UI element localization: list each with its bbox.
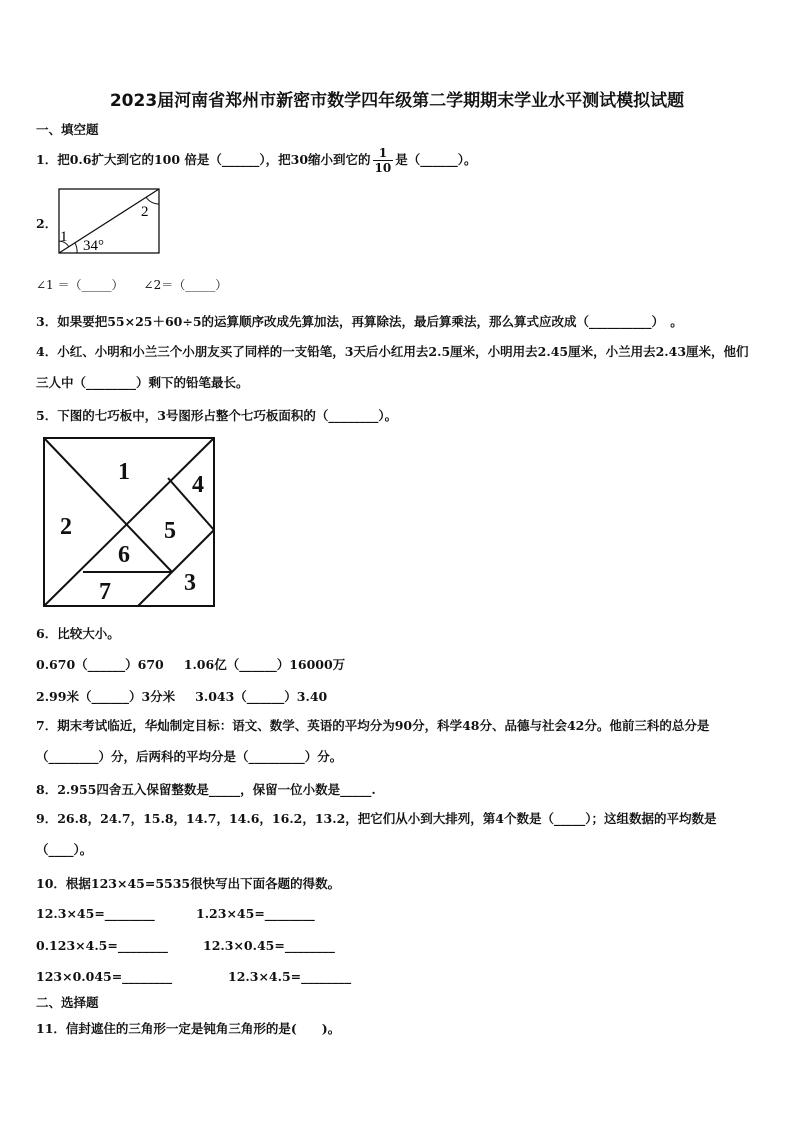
question-11: 11．信封遮住的三角形一定是钝角三角形的是( )。 bbox=[36, 1021, 341, 1036]
q2-answers bbox=[36, 276, 227, 293]
section-heading-fill-in: 一、填空题 bbox=[36, 122, 99, 137]
question-1 bbox=[36, 146, 477, 175]
question-6-row-2 bbox=[36, 687, 327, 705]
section-heading-choice: 二、选择题 bbox=[36, 995, 99, 1010]
q6-row2-a: 2.99米（______）3分米 bbox=[36, 689, 176, 704]
question-6-title: 6．比较大小。 bbox=[36, 626, 120, 641]
tangram-diag-main bbox=[44, 438, 172, 572]
angle-2-label: 2 bbox=[141, 204, 149, 220]
angle-2-arc bbox=[146, 197, 159, 204]
tangram-piece-1: 1 bbox=[118, 459, 130, 485]
question-4: 4．小红、小明和小兰三个小朋友买了同样的一支铅笔，3天后小红用去2.5厘米，小明用去2.45厘米，小兰用去2.43厘米，他们三人中（________）剩下的铅笔最长。 bbox=[36, 344, 749, 390]
tangram-piece-6: 6 bbox=[118, 542, 130, 568]
q1-fraction bbox=[373, 146, 394, 175]
q2-answer-angle1: ∠1 ＝（_____） bbox=[36, 278, 124, 292]
q6-row2-b: 3.043（______）3.40 bbox=[195, 689, 328, 704]
tangram-line-7 bbox=[138, 572, 172, 606]
q2-number: 2． bbox=[36, 216, 58, 231]
q10-r1a: 12.3×45=________ bbox=[36, 906, 155, 921]
q10-r1b: 1.23×45=________ bbox=[196, 906, 315, 921]
q10-r2a: 0.123×4.5=________ bbox=[36, 938, 168, 953]
question-5: 5．下图的七巧板中，3号图形占整个七巧板面积的（________）。 bbox=[36, 408, 398, 423]
tangram-line-5 bbox=[172, 530, 214, 572]
tangram-piece-5: 5 bbox=[164, 518, 176, 544]
question-3: 3．如果要把55×25＋60÷5的运算顺序改成先算加法，再算除法，最后算乘法，那么算式应改成（__________） 。 bbox=[36, 314, 683, 329]
angle-1-label: 1 bbox=[60, 229, 68, 245]
given-angle-label: 34° bbox=[83, 238, 104, 254]
question-8: 8．2.955四舍五入保留整数是_____，保留一位小数是_____. bbox=[36, 782, 376, 797]
tangram-diagram bbox=[40, 434, 218, 610]
angle-34-arc bbox=[75, 243, 77, 253]
question-7: 7．期末考试临近，华灿制定目标：语文、数学、英语的平均分为90分，科学48分、品德与社会42分。他前三科的总分是（________）分，后两科的平均分是（_________）分。 bbox=[36, 718, 710, 764]
q1-text-after: 是（______）。 bbox=[395, 152, 477, 167]
q10-r2b: 12.3×0.45=________ bbox=[203, 938, 335, 953]
tangram-piece-4: 4 bbox=[192, 472, 204, 498]
q6-row1-a: 0.670（______）670 bbox=[36, 657, 164, 672]
q6-row1-b: 1.06亿（______）16000万 bbox=[183, 657, 346, 672]
q10-r3a: 123×0.045=________ bbox=[36, 969, 173, 984]
q10-r3b: 12.3×4.5=________ bbox=[228, 969, 352, 984]
question-6-row-1 bbox=[36, 655, 345, 673]
question-10-title: 10．根据123×45=5535很快写出下面各题的得数。 bbox=[36, 876, 341, 891]
page-title: 2023届河南省郑州市新密市数学四年级第二学期期末学业水平测试模拟试题 bbox=[109, 91, 685, 111]
q2-answer-angle2: ∠2＝（_____） bbox=[143, 278, 228, 292]
tangram-piece-3: 3 bbox=[184, 570, 196, 596]
q2-rectangle-diagram bbox=[56, 186, 164, 258]
question-9: 9．26.8，24.7，15.8，14.7，14.6，16.2，13.2，把它们从小到大排列，第4个数是（_____）；这组数据的平均数是（____）。 bbox=[36, 811, 717, 857]
diagonal-line bbox=[59, 189, 159, 253]
tangram-piece-7: 7 bbox=[99, 579, 111, 605]
q1-text-before: 1．把0.6扩大到它的100 倍是（______），把30缩小到它的 bbox=[36, 152, 371, 167]
q1-frac-denominator: 10 bbox=[374, 161, 392, 175]
q1-frac-numerator: 1 bbox=[373, 146, 394, 161]
tangram-piece-2: 2 bbox=[60, 514, 72, 540]
